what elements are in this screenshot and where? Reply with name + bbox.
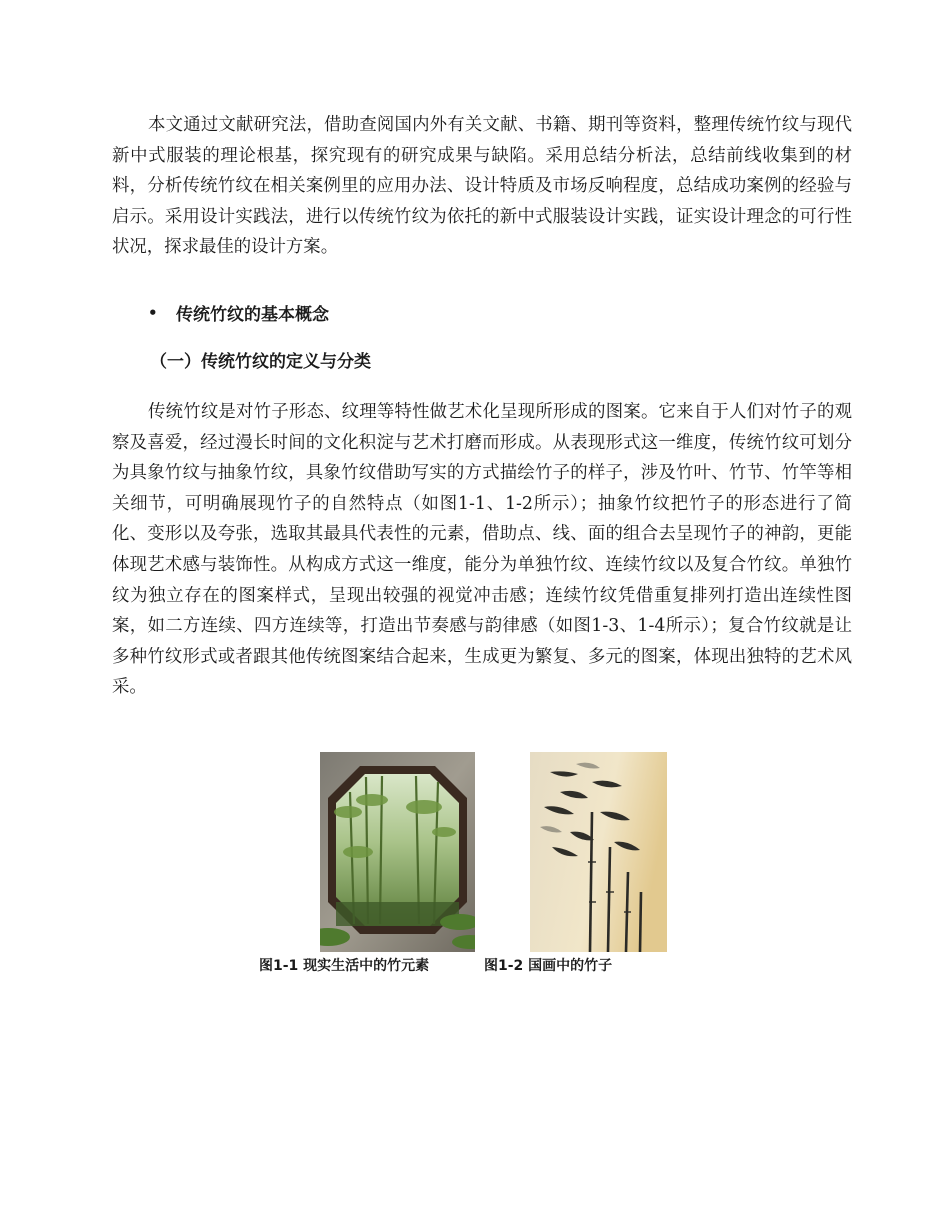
methods-paragraph: 本文通过文献研究法，借助查阅国内外有关文献、书籍、期刊等资料，整理传统竹纹与现代新中式服装的理论根基，探究现有的研究成果与缺陷。采用总结分析法，总结前线收集到的材料，分析传统竹纹在相关案例里的应用办法、设计特质及市场反响程度，总结成功案例的经验与启示。采用设计实践法，进行以传统竹纹为依托的新中式服装设计实践，证实设计理念的可行性状况，探求最佳的设计方案。	[112, 115, 852, 258]
figure-bamboo-window	[320, 752, 475, 952]
figure-1-1-caption: 图1-1 现实生活中的竹元素	[259, 958, 430, 974]
subsection-heading: （一）传统竹纹的定义与分类	[150, 352, 371, 372]
bamboo-ink-image	[530, 752, 667, 952]
bullet-icon: •	[148, 303, 158, 322]
section-heading	[148, 300, 329, 325]
bamboo-window-image	[320, 752, 475, 952]
figure-bamboo-ink-painting	[530, 752, 667, 952]
definition-paragraph: 传统竹纹是对竹子形态、纹理等特性做艺术化呈现所形成的图案。它来自于人们对竹子的观察及喜爱，经过漫长时间的文化积淀与艺术打磨而形成。从表现形式这一维度，传统竹纹可划分为具象竹纹与抽象竹纹，具象竹纹借助写实的方式描绘竹子的样子，涉及竹叶、竹节、竹竿等相关细节，可明确展现竹子的自然特点（如图1-1、1-2所示）；抽象竹纹把竹子的形态进行了简化、变形以及夸张，选取其最具代表性的元素，借助点、线、面的组合去呈现竹子的神韵，更能体现艺术感与装饰性。从构成方式这一维度，能分为单独竹纹、连续竹纹以及复合竹纹。单独竹纹为独立存在的图案样式，呈现出较强的视觉冲击感；连续竹纹凭借重复排列打造出连续性图案，如二方连续、四方连续等，打造出节奏感与韵律感（如图1-3、1-4所示）；复合竹纹就是让多种竹纹形式或者跟其他传统图案结合起来，生成更为繁复、多元的图案，体现出独特的艺术风采。	[112, 402, 852, 698]
figure-1-2-caption: 图1-2 国画中的竹子	[484, 958, 613, 974]
section-heading-text: 传统竹纹的基本概念	[176, 305, 329, 325]
